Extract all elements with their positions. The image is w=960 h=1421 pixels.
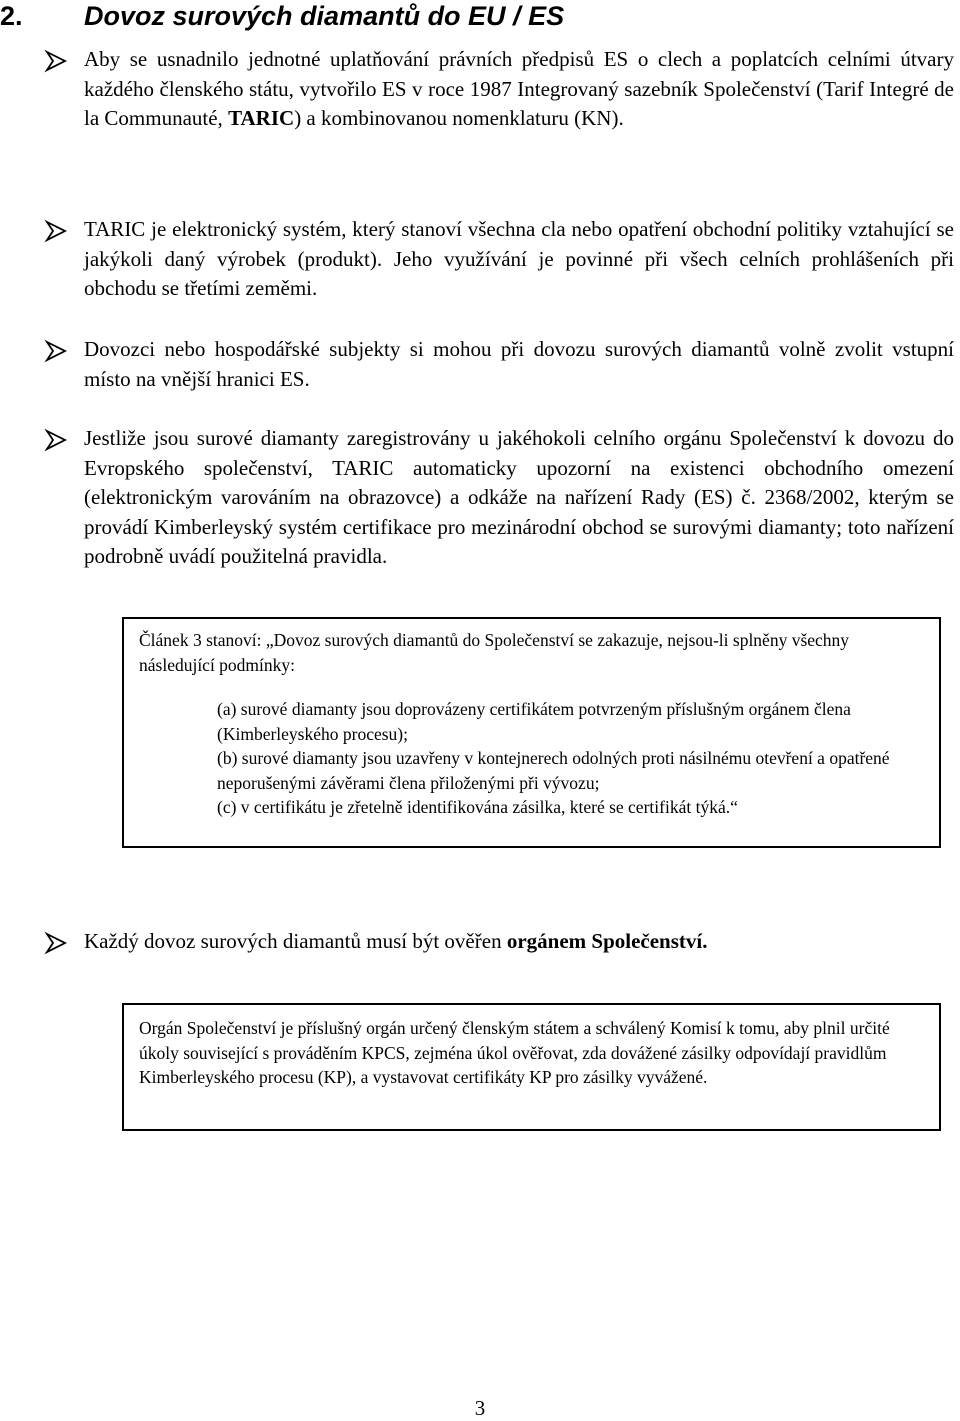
bullet-text: Jestliže jsou surové diamanty zaregistrovány u jakéhokoli celního orgánu Společenství k dovozu do Evropského společenství, TARIC automaticky upozorní na existenci obchodního omezení (elektronickým varováním na obrazovce) a odkáže na nařízení Rady (ES) č. 2368/2002, kterým se provádí Kimberleyský systém certifikace pro mezinárodní obchod se surovými diamanty; toto nařízení podrobně uvádí použitelná pravidla. (84, 426, 954, 569)
bullet-text: Každý dovoz surových diamantů musí být ověřen orgánem Společenství. (84, 929, 708, 953)
condition-b: (b) surové diamanty jsou uzavřeny v kontejnerech odolných proti násilnému otevření a opatřené neporušenými závěrami člena přiloženými při vývozu; (217, 748, 890, 793)
condition-a: (a) surové diamanty jsou doprovázeny certifikátem potvrzeným příslušným orgánem člena (Kimberleyského procesu); (217, 699, 851, 744)
arrowhead-bullet-icon (44, 931, 68, 955)
bullet-text: Aby se usnadnilo jednotné uplatňování právních předpisů ES o clech a poplatcích celními útvary každého členského státu, vytvořilo ES v roce 1987 Integrovaný sazebník Společenství (Tarif Integré de la Communauté, TARIC) a kombinovanou nomenklaturu (KN). (84, 47, 954, 131)
arrowhead-bullet-icon (44, 339, 68, 363)
bullet-text: Dovozci nebo hospodářské subjekty si mohou při dovozu surových diamantů volně zvolit vstupní místo na vnější hranici ES. (84, 337, 954, 391)
bullet-item (44, 424, 954, 572)
bullet-item (44, 335, 954, 394)
quote-intro: Článek 3 stanoví: „Dovoz surových diamantů do Společenství se zakazuje, nejsou-li splněny všechny následující podmínky: (139, 630, 850, 675)
bullet-item (44, 215, 954, 304)
arrowhead-bullet-icon (44, 428, 68, 452)
community-authority-bold: orgánem Společenství. (506, 929, 708, 953)
section-heading (0, 0, 960, 32)
arrowhead-bullet-icon (44, 49, 68, 73)
arrowhead-bullet-icon (44, 219, 68, 243)
quote-box-article-3 (122, 617, 941, 848)
section-title: Dovoz surových diamantů do EU / ES (84, 1, 565, 31)
bullet-item (44, 927, 954, 957)
page-number: 3 (474, 1396, 486, 1420)
bullet-item (44, 45, 954, 134)
condition-c: (c) v certifikátu je zřetelně identifikována zásilka, které se certifikát týká.“ (217, 797, 738, 817)
definition-box (122, 1003, 941, 1131)
section-number: 2. (0, 1, 23, 31)
bullet-text: TARIC je elektronický systém, který stanoví všechna cla nebo opatření obchodní politiky vztahující se jakýkoli daný výrobek (produkt). Jeho využívání je povinné při všech celních prohlášeních při obchodu se třetími zeměmi. (84, 217, 954, 301)
definition-text: Orgán Společenství je příslušný orgán určený členským státem a schválený Komisí k tomu, aby plnil určité úkoly související s prováděním KPCS, zejména úkol ověřovat, zda dovážené zásilky odpovídají pravidlům Kimberleyského procesu (KP), a vystavovat certifikáty KP pro zásilky vyvážené. (139, 1018, 890, 1087)
condition-list (217, 697, 923, 820)
taric-bold: TARIC (228, 106, 295, 131)
